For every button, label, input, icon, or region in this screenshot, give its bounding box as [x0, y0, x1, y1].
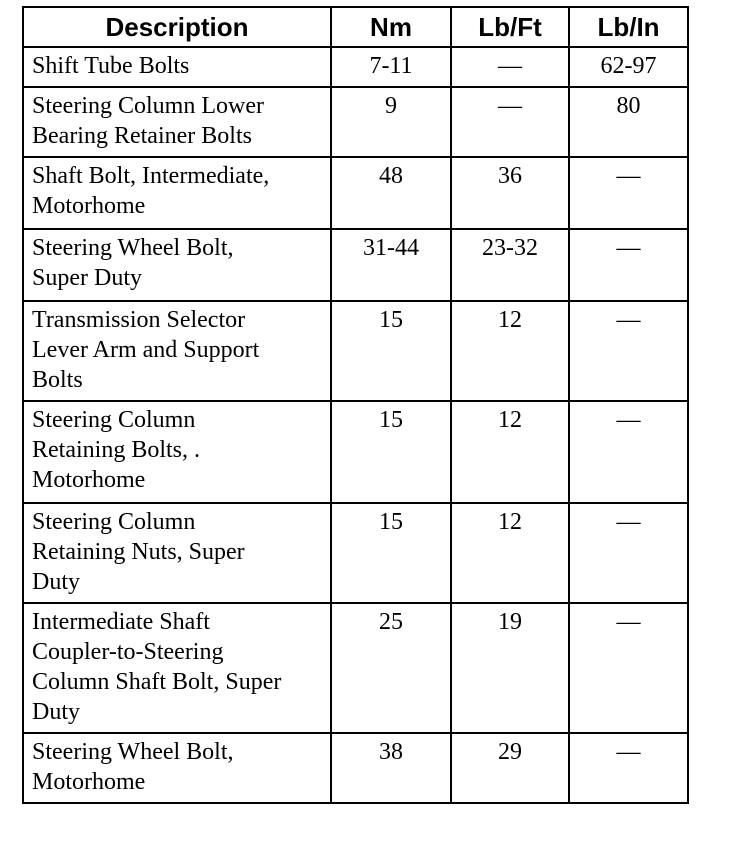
cell-lb-in: — [569, 301, 688, 401]
cell-lb-in: 62-97 [569, 47, 688, 87]
cell-lb-in: — [569, 157, 688, 229]
torque-spec-table [22, 6, 689, 804]
cell-nm: 31-44 [331, 229, 451, 301]
description-line: Steering Wheel Bolt, [32, 235, 234, 261]
cell-lb-in: — [569, 229, 688, 301]
header-row [23, 7, 688, 47]
cell-description [23, 503, 331, 603]
description-line: Coupler-to-Steering [32, 639, 224, 665]
description-line: Intermediate Shaft [32, 609, 210, 635]
description-line: Transmission Selector [32, 307, 246, 333]
table-row [23, 503, 688, 603]
cell-lb-ft: 23-32 [451, 229, 569, 301]
cell-description [23, 733, 331, 803]
cell-nm: 38 [331, 733, 451, 803]
table-body [23, 47, 688, 803]
cell-nm: 7-11 [331, 47, 451, 87]
description-line: Motorhome [32, 769, 146, 795]
description-line: Steering Column Lower [32, 93, 264, 119]
cell-lb-ft: — [451, 47, 569, 87]
cell-nm: 9 [331, 87, 451, 157]
cell-nm: 15 [331, 401, 451, 503]
cell-lb-ft: — [451, 87, 569, 157]
table-row [23, 603, 688, 733]
description-line: Retaining Nuts, Super [32, 539, 245, 565]
cell-nm: 25 [331, 603, 451, 733]
description-line: Motorhome [32, 193, 146, 219]
table-row [23, 301, 688, 401]
cell-lb-ft: 12 [451, 401, 569, 503]
description-line: Bolts [32, 367, 83, 393]
cell-description [23, 401, 331, 503]
cell-lb-in: 80 [569, 87, 688, 157]
table-row [23, 47, 688, 87]
header-lb-in: Lb/In [569, 7, 688, 47]
table-row [23, 229, 688, 301]
cell-nm: 15 [331, 503, 451, 603]
header-description: Description [23, 7, 331, 47]
header-lb-ft: Lb/Ft [451, 7, 569, 47]
description-line: Shaft Bolt, Intermediate, [32, 163, 270, 189]
cell-description [23, 47, 331, 87]
cell-description [23, 157, 331, 229]
table-row [23, 87, 688, 157]
cell-lb-in: — [569, 401, 688, 503]
cell-description [23, 603, 331, 733]
table-row [23, 733, 688, 803]
cell-lb-in: — [569, 603, 688, 733]
cell-lb-in: — [569, 503, 688, 603]
description-line: Motorhome [32, 467, 146, 493]
cell-lb-ft: 12 [451, 503, 569, 603]
description-line: Duty [32, 699, 80, 725]
cell-lb-in: — [569, 733, 688, 803]
cell-lb-ft: 29 [451, 733, 569, 803]
cell-lb-ft: 12 [451, 301, 569, 401]
table-row [23, 401, 688, 503]
cell-nm: 15 [331, 301, 451, 401]
description-line: Steering Column [32, 509, 196, 535]
description-line: Steering Column [32, 407, 196, 433]
cell-nm: 48 [331, 157, 451, 229]
description-line: Duty [32, 569, 80, 595]
cell-description [23, 229, 331, 301]
cell-description [23, 301, 331, 401]
description-line: Shift Tube Bolts [32, 53, 190, 79]
cell-lb-ft: 36 [451, 157, 569, 229]
description-line: Column Shaft Bolt, Super [32, 669, 282, 695]
table-row [23, 157, 688, 229]
description-line: Retaining Bolts, . [32, 437, 200, 463]
description-line: Bearing Retainer Bolts [32, 123, 252, 149]
header-nm: Nm [331, 7, 451, 47]
description-line: Steering Wheel Bolt, [32, 739, 234, 765]
description-line: Super Duty [32, 265, 142, 291]
description-line: Lever Arm and Support [32, 337, 260, 363]
cell-lb-ft: 19 [451, 603, 569, 733]
cell-description [23, 87, 331, 157]
